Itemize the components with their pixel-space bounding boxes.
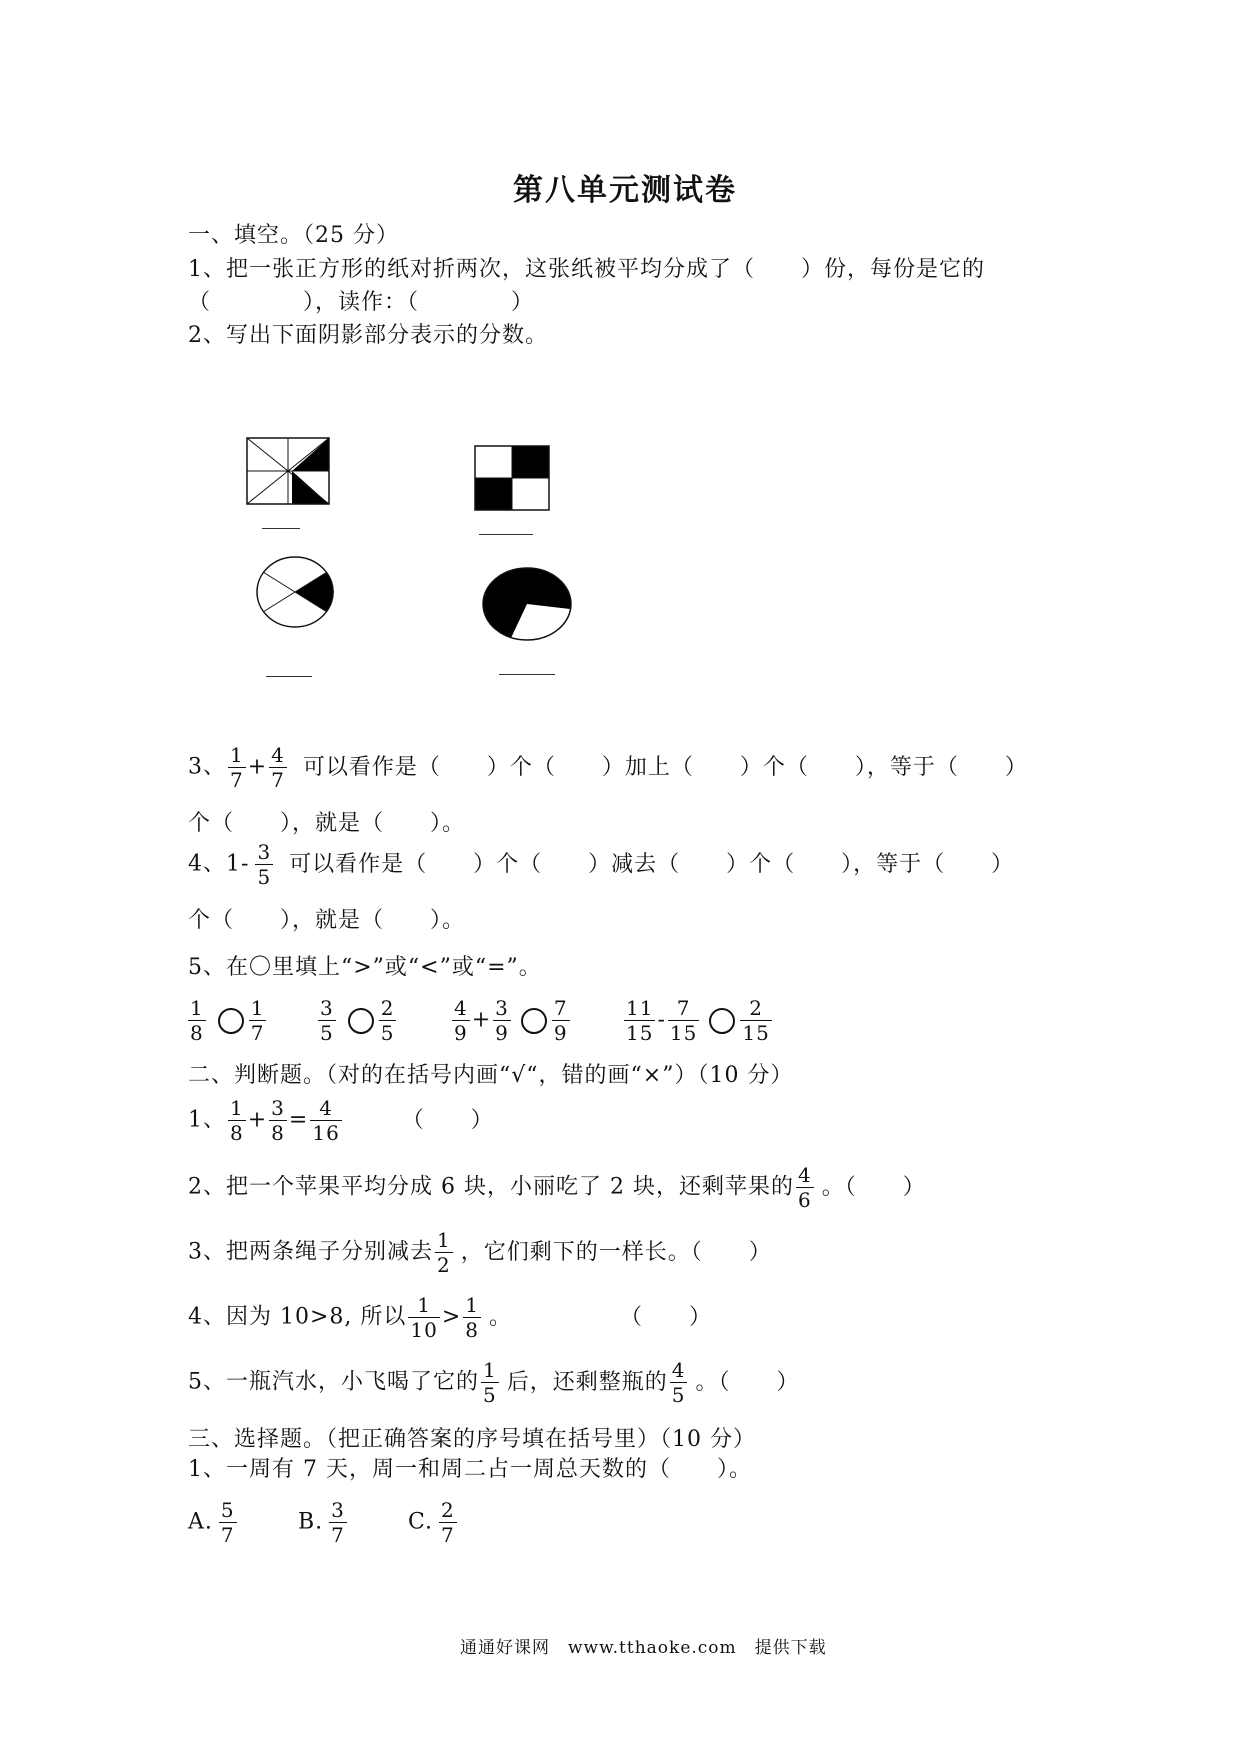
q3-line1 xyxy=(188,745,1028,790)
numerator: 1 xyxy=(465,1293,480,1317)
numerator: 1 xyxy=(483,1358,497,1382)
fraction xyxy=(249,998,267,1043)
option-c[interactable] xyxy=(408,1500,459,1545)
denominator: 7 xyxy=(250,1021,265,1045)
q4-text: 可以看作是（ ）个（ ）减去（ ）个（ ），等于（ ） xyxy=(289,851,1015,877)
fraction xyxy=(269,1098,287,1143)
numerator: 2 xyxy=(441,1498,455,1522)
answer-blank-3[interactable] xyxy=(266,676,312,677)
equals-sign: = xyxy=(288,1107,309,1133)
fraction xyxy=(269,745,287,790)
section3-header: 三、选择题。（把正确答案的序号填在括号里）（10 分） xyxy=(188,1427,756,1452)
numerator: 7 xyxy=(553,996,568,1020)
footer-credit: 通通好课网 www.tthaoke.com 提供下载 xyxy=(460,1638,827,1658)
option-label: B. xyxy=(298,1509,324,1535)
denominator: 2 xyxy=(437,1253,451,1277)
numerator: 2 xyxy=(749,996,763,1020)
figure-circle-sixths xyxy=(255,557,341,635)
denominator: 5 xyxy=(257,865,272,889)
answer-blank-2[interactable] xyxy=(479,534,533,535)
fraction xyxy=(435,1230,453,1275)
compare-circle-input[interactable] xyxy=(348,1008,374,1034)
denominator: 8 xyxy=(190,1021,204,1045)
judge-q4-tail: 。 xyxy=(489,1304,513,1330)
numerator: 1 xyxy=(190,996,204,1020)
greater-than-sign: > xyxy=(441,1304,462,1330)
q4-prefix: 4、1- xyxy=(188,851,250,877)
page-title: 第八单元测试卷 xyxy=(513,173,737,208)
fraction xyxy=(740,998,771,1043)
denominator: 15 xyxy=(626,1021,654,1045)
judge-q3 xyxy=(188,1230,772,1275)
figure-square-quarters xyxy=(475,446,555,514)
denominator: 6 xyxy=(797,1188,812,1212)
q4-line1 xyxy=(188,842,1014,887)
denominator: 5 xyxy=(671,1383,686,1407)
fraction xyxy=(310,1098,341,1143)
denominator: 9 xyxy=(495,1021,509,1045)
q3-text: 可以看作是（ ）个（ ）加上（ ）个（ ），等于（ ） xyxy=(302,754,1028,780)
numerator: 1 xyxy=(417,1293,431,1317)
denominator: 7 xyxy=(220,1523,235,1547)
fraction xyxy=(668,998,699,1043)
fraction xyxy=(493,998,511,1043)
judge-q4-text: 4、因为 10>8, 所以 xyxy=(188,1304,407,1330)
numerator: 4 xyxy=(271,743,285,767)
judge-q1 xyxy=(188,1098,494,1143)
answer-paren[interactable]: （ ） xyxy=(401,1107,494,1133)
fraction xyxy=(188,998,206,1043)
section1-header: 一、填空。（25 分） xyxy=(188,223,399,248)
compare-circle-input[interactable] xyxy=(521,1008,547,1034)
numerator: 1 xyxy=(250,996,265,1020)
q2-text: 2、写出下面阴影部分表示的分数。 xyxy=(188,323,548,348)
fraction xyxy=(670,1360,688,1405)
figure-circle-shaded xyxy=(481,567,577,647)
fraction xyxy=(228,745,246,790)
fraction xyxy=(379,998,397,1043)
numerator: 4 xyxy=(454,996,468,1020)
compare-1 xyxy=(186,998,268,1043)
q1-line1: 1、把一张正方形的纸对折两次，这张纸被平均分成了（ ）份，每份是它的 xyxy=(188,257,985,282)
denominator: 8 xyxy=(271,1121,285,1145)
fraction xyxy=(552,998,570,1043)
figure-rectangle-eighths xyxy=(247,438,337,508)
option-label: C. xyxy=(408,1509,434,1535)
plus-sign: + xyxy=(247,1107,268,1133)
judge-q1-prefix: 1、 xyxy=(188,1107,226,1133)
denominator: 9 xyxy=(553,1021,568,1045)
denominator: 7 xyxy=(441,1523,455,1547)
denominator: 9 xyxy=(454,1021,468,1045)
compare-circle-input[interactable] xyxy=(218,1008,244,1034)
option-label: A. xyxy=(188,1509,213,1535)
denominator: 7 xyxy=(271,768,285,792)
judge-q5-tail[interactable]: 。（ ） xyxy=(695,1369,800,1395)
numerator: 2 xyxy=(380,996,395,1020)
numerator: 3 xyxy=(271,1096,285,1120)
compare-circle-input[interactable] xyxy=(709,1008,735,1034)
denominator: 8 xyxy=(230,1121,244,1145)
compare-4 xyxy=(622,998,774,1043)
fraction xyxy=(255,842,273,887)
fraction xyxy=(624,998,655,1043)
fraction xyxy=(796,1165,814,1210)
fraction xyxy=(329,1500,347,1545)
denominator: 7 xyxy=(331,1523,345,1547)
judge-q2 xyxy=(188,1165,926,1210)
numerator: 11 xyxy=(626,996,654,1020)
fraction xyxy=(463,1295,481,1340)
numerator: 4 xyxy=(797,1163,812,1187)
denominator: 16 xyxy=(312,1121,340,1145)
answer-blank-1[interactable] xyxy=(262,528,300,529)
q5-text: 5、在〇里填上“>”或“<”或“=”。 xyxy=(188,955,542,980)
answer-paren[interactable]: （ ） xyxy=(620,1304,713,1330)
compare-3 xyxy=(450,998,572,1043)
judge-q5-text: 5、一瓶汽水，小飞喝了它的 xyxy=(188,1369,479,1395)
numerator: 3 xyxy=(331,1498,345,1522)
numerator: 3 xyxy=(495,996,509,1020)
answer-blank-4[interactable] xyxy=(499,674,555,675)
denominator: 5 xyxy=(320,1021,334,1045)
plus-sign: + xyxy=(247,754,268,780)
q3-line2: 个（ ），就是（ ）。 xyxy=(188,811,466,836)
denominator: 15 xyxy=(742,1021,770,1045)
numerator: 1 xyxy=(437,1228,451,1252)
denominator: 15 xyxy=(669,1021,698,1045)
denominator: 8 xyxy=(465,1318,480,1342)
compare-2 xyxy=(316,998,398,1043)
numerator: 1 xyxy=(230,743,244,767)
numerator: 4 xyxy=(671,1358,686,1382)
fraction xyxy=(318,998,336,1043)
denominator: 5 xyxy=(380,1021,395,1045)
judge-q4 xyxy=(188,1295,712,1340)
numerator: 3 xyxy=(257,840,272,864)
fraction xyxy=(408,1295,439,1340)
fraction xyxy=(219,1500,237,1545)
plus-sign: + xyxy=(471,1007,492,1033)
numerator: 5 xyxy=(220,1498,235,1522)
numerator: 3 xyxy=(320,996,334,1020)
q1-line2: （ ），读作：（ ） xyxy=(188,290,535,315)
judge-q3-text: 3、把两条绳子分别减去 xyxy=(188,1239,433,1265)
option-a[interactable] xyxy=(188,1500,239,1545)
judge-q5-mid: 后，还剩整瓶的 xyxy=(506,1369,668,1395)
judge-q5 xyxy=(188,1360,800,1405)
numerator: 1 xyxy=(230,1096,244,1120)
q3-prefix: 3、 xyxy=(188,754,226,780)
option-b[interactable] xyxy=(298,1500,349,1545)
fraction xyxy=(481,1360,499,1405)
section2-header: 二、判断题。（对的在括号内画“√“，错的画“×”）（10 分） xyxy=(188,1063,794,1088)
judge-q2-tail[interactable]: 。（ ） xyxy=(821,1174,926,1200)
fraction xyxy=(228,1098,246,1143)
judge-q3-tail[interactable]: ，它们剩下的一样长。（ ） xyxy=(460,1239,772,1265)
fraction xyxy=(452,998,470,1043)
minus-sign: - xyxy=(657,1007,666,1033)
denominator: 10 xyxy=(410,1318,438,1342)
q4-line2: 个（ ），就是（ ）。 xyxy=(188,908,466,933)
fraction xyxy=(439,1500,457,1545)
numerator: 4 xyxy=(319,1096,333,1120)
denominator: 5 xyxy=(483,1383,497,1407)
denominator: 7 xyxy=(230,768,244,792)
numerator: 7 xyxy=(676,996,691,1020)
choice-q1: 1、一周有 7 天，周一和周二占一周总天数的（ ）。 xyxy=(188,1457,752,1482)
judge-q2-text: 2、把一个苹果平均分成 6 块，小丽吃了 2 块，还剩苹果的 xyxy=(188,1174,794,1200)
